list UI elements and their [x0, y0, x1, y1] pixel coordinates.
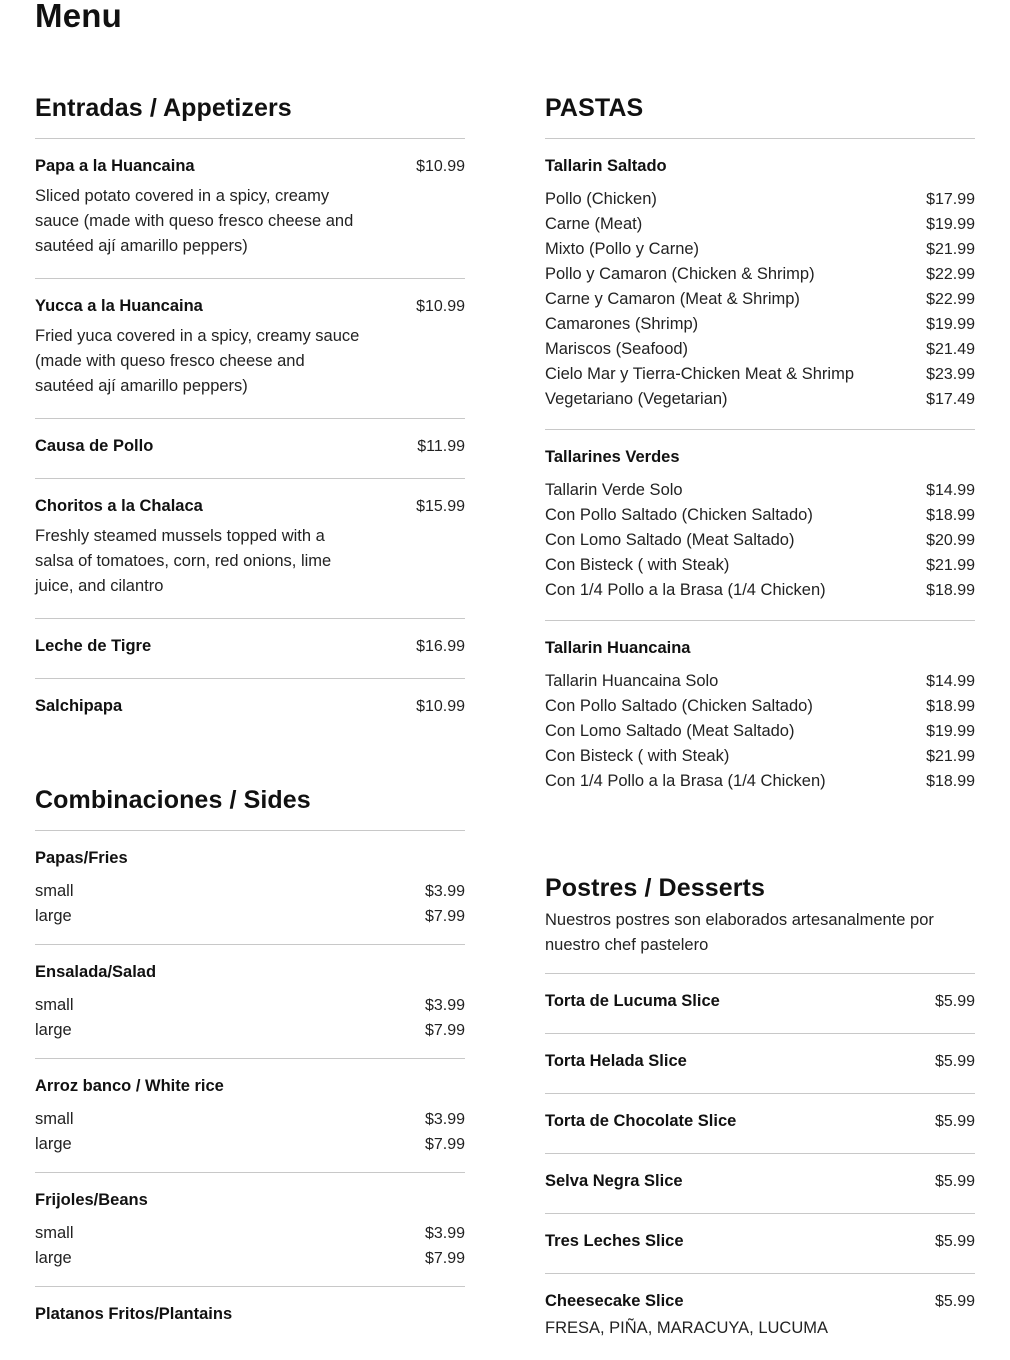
option-price: $7.99	[424, 1136, 465, 1153]
menu-item[interactable]	[35, 679, 465, 738]
option-price: $19.99	[926, 316, 975, 333]
option-row[interactable]	[545, 553, 975, 578]
item-price: $11.99	[417, 438, 465, 455]
menu-item[interactable]	[35, 1173, 465, 1287]
option-price: $7.99	[424, 908, 465, 925]
option-label: small	[35, 996, 74, 1014]
option-row[interactable]	[545, 694, 975, 719]
option-label: Tallarin Verde Solo	[545, 481, 683, 499]
menu-item[interactable]	[35, 830, 465, 945]
option-row[interactable]	[545, 212, 975, 237]
option-row[interactable]	[545, 387, 975, 412]
desserts-section	[545, 872, 975, 1360]
option-price: $21.99	[926, 748, 975, 765]
option-price: $18.99	[926, 507, 975, 524]
option-row[interactable]	[545, 744, 975, 769]
option-label: Pollo y Camaron (Chicken & Shrimp)	[545, 265, 815, 283]
option-row[interactable]	[35, 1107, 465, 1132]
item-price: $16.99	[416, 638, 465, 655]
item-name: Papas/Fries	[35, 849, 128, 867]
option-label: Mariscos (Seafood)	[545, 340, 689, 358]
option-price: $7.99	[424, 1250, 465, 1267]
item-name: Torta Helada Slice	[545, 1052, 687, 1070]
item-price: $5.99	[934, 1053, 975, 1070]
option-label: Mixto (Pollo y Carne)	[545, 240, 700, 258]
menu-item[interactable]	[545, 621, 975, 813]
menu-item[interactable]	[35, 279, 465, 419]
menu-item[interactable]	[35, 619, 465, 679]
option-price: $20.99	[926, 532, 975, 549]
item-name: Frijoles/Beans	[35, 1191, 148, 1209]
option-price: $18.99	[926, 698, 975, 715]
menu-item[interactable]	[545, 430, 975, 621]
option-label: Carne y Camaron (Meat & Shrimp)	[545, 290, 800, 308]
item-description: Sliced potato covered in a spicy, creamy sauce (made with queso fresco cheese and sautéed ají amarillo peppers)	[35, 187, 354, 255]
option-label: Vegetariano (Vegetarian)	[545, 390, 728, 408]
menu-item[interactable]	[35, 1287, 465, 1345]
appetizers-title: Entradas / Appetizers	[35, 94, 292, 122]
option-price: $21.99	[926, 557, 975, 574]
option-label: large	[35, 1135, 72, 1153]
menu-item[interactable]	[545, 1094, 975, 1154]
option-row[interactable]	[545, 719, 975, 744]
option-row[interactable]	[545, 262, 975, 287]
option-price: $3.99	[424, 1111, 465, 1128]
menu-item[interactable]	[35, 138, 465, 279]
item-description: FRESA, PIÑA, MARACUYA, LUCUMA	[545, 1319, 828, 1337]
desserts-description: Nuestros postres son elaborados artesanalmente por nuestro chef pastelero	[545, 908, 975, 974]
option-label: large	[35, 1021, 72, 1039]
option-price: $21.49	[926, 341, 975, 358]
item-price: $5.99	[934, 993, 975, 1010]
option-price: $3.99	[424, 1225, 465, 1242]
item-price: $15.99	[416, 498, 465, 515]
pastas-title: PASTAS	[545, 94, 644, 122]
item-name: Papa a la Huancaina	[35, 157, 195, 175]
option-row[interactable]	[545, 237, 975, 262]
option-row[interactable]	[545, 362, 975, 387]
item-name: Torta de Chocolate Slice	[545, 1112, 737, 1130]
item-description: Fried yuca covered in a spicy, creamy sauce (made with queso fresco cheese and sautéed ají amarillo peppers)	[35, 327, 360, 395]
option-price: $17.49	[926, 391, 975, 408]
option-row[interactable]	[545, 503, 975, 528]
option-price: $14.99	[926, 482, 975, 499]
option-price: $22.99	[926, 291, 975, 308]
item-price: $10.99	[416, 298, 465, 315]
option-price: $3.99	[424, 883, 465, 900]
option-label: Con 1/4 Pollo a la Brasa (1/4 Chicken)	[545, 581, 826, 599]
menu-item[interactable]	[545, 1214, 975, 1274]
pastas-section	[545, 92, 975, 813]
item-name: Yucca a la Huancaina	[35, 297, 203, 315]
item-price: $10.99	[416, 698, 465, 715]
option-label: Pollo (Chicken)	[545, 190, 657, 208]
option-row[interactable]	[545, 769, 975, 794]
item-name: Tallarines Verdes	[545, 448, 680, 466]
item-price: $5.99	[934, 1113, 975, 1130]
option-price: $7.99	[424, 1022, 465, 1039]
option-label: Cielo Mar y Tierra-Chicken Meat & Shrimp	[545, 365, 855, 383]
option-label: Con 1/4 Pollo a la Brasa (1/4 Chicken)	[545, 772, 826, 790]
option-label: large	[35, 907, 72, 925]
option-row[interactable]	[545, 578, 975, 603]
option-label: small	[35, 1224, 74, 1242]
menu-item[interactable]	[35, 419, 465, 479]
option-row[interactable]	[35, 993, 465, 1018]
item-name: Tres Leches Slice	[545, 1232, 684, 1250]
item-price: $5.99	[934, 1233, 975, 1250]
option-label: Con Lomo Saltado (Meat Saltado)	[545, 722, 795, 740]
item-name: Arroz banco / White rice	[35, 1077, 224, 1095]
item-price: $5.99	[934, 1293, 975, 1310]
item-description: Freshly steamed mussels topped with a salsa of tomatoes, corn, red onions, lime juice, and cilantro	[35, 527, 332, 595]
option-price: $21.99	[926, 241, 975, 258]
sides-title: Combinaciones / Sides	[35, 786, 311, 814]
option-row[interactable]	[35, 904, 465, 929]
option-price: $23.99	[926, 366, 975, 383]
option-row[interactable]	[545, 187, 975, 212]
menu-item[interactable]	[35, 479, 465, 619]
option-label: small	[35, 1110, 74, 1128]
option-price: $18.99	[926, 582, 975, 599]
menu-item[interactable]	[35, 1059, 465, 1173]
option-row[interactable]	[545, 478, 975, 503]
menu-item[interactable]	[545, 138, 975, 430]
item-name: Platanos Fritos/Plantains	[35, 1305, 233, 1323]
item-price: $5.99	[934, 1173, 975, 1190]
option-label: Con Lomo Saltado (Meat Saltado)	[545, 531, 795, 549]
option-row[interactable]	[35, 879, 465, 904]
option-label: Con Bisteck ( with Steak)	[545, 556, 730, 574]
option-label: Con Pollo Saltado (Chicken Saltado)	[545, 697, 813, 715]
menu-item[interactable]	[545, 1154, 975, 1214]
option-price: $3.99	[424, 997, 465, 1014]
option-row[interactable]	[545, 337, 975, 362]
menu-item[interactable]	[545, 1034, 975, 1094]
sides-section	[35, 784, 465, 1345]
option-row[interactable]	[35, 1221, 465, 1246]
item-name: Causa de Pollo	[35, 437, 154, 455]
item-name: Selva Negra Slice	[545, 1172, 683, 1190]
option-price: $22.99	[926, 266, 975, 283]
menu-item[interactable]	[545, 1274, 975, 1360]
item-name: Tallarin Saltado	[545, 157, 667, 175]
option-price: $19.99	[926, 216, 975, 233]
menu-item[interactable]	[545, 974, 975, 1034]
item-name: Cheesecake Slice	[545, 1292, 684, 1310]
item-name: Choritos a la Chalaca	[35, 497, 203, 515]
option-price: $18.99	[926, 773, 975, 790]
option-row[interactable]	[545, 312, 975, 337]
option-row[interactable]	[545, 669, 975, 694]
item-name: Tallarin Huancaina	[545, 639, 691, 657]
page-title: Menu	[35, 0, 122, 34]
item-name: Salchipapa	[35, 697, 123, 715]
item-name: Leche de Tigre	[35, 637, 152, 655]
option-row[interactable]	[35, 1246, 465, 1271]
option-label: Tallarin Huancaina Solo	[545, 672, 719, 690]
option-label: Carne (Meat)	[545, 215, 643, 233]
option-label: small	[35, 882, 74, 900]
option-price: $19.99	[926, 723, 975, 740]
desserts-title: Postres / Desserts	[545, 874, 765, 902]
option-row[interactable]	[35, 1132, 465, 1157]
option-row[interactable]	[545, 287, 975, 312]
menu-item[interactable]	[35, 945, 465, 1059]
option-price: $14.99	[926, 673, 975, 690]
item-name: Torta de Lucuma Slice	[545, 992, 720, 1010]
option-label: Con Bisteck ( with Steak)	[545, 747, 730, 765]
option-price: $17.99	[926, 191, 975, 208]
option-row[interactable]	[35, 1018, 465, 1043]
option-label: Con Pollo Saltado (Chicken Saltado)	[545, 506, 813, 524]
item-price: $10.99	[416, 158, 465, 175]
option-row[interactable]	[545, 528, 975, 553]
option-label: Camarones (Shrimp)	[545, 315, 699, 333]
appetizers-section	[35, 92, 465, 738]
option-label: large	[35, 1249, 72, 1267]
item-name: Ensalada/Salad	[35, 963, 157, 981]
